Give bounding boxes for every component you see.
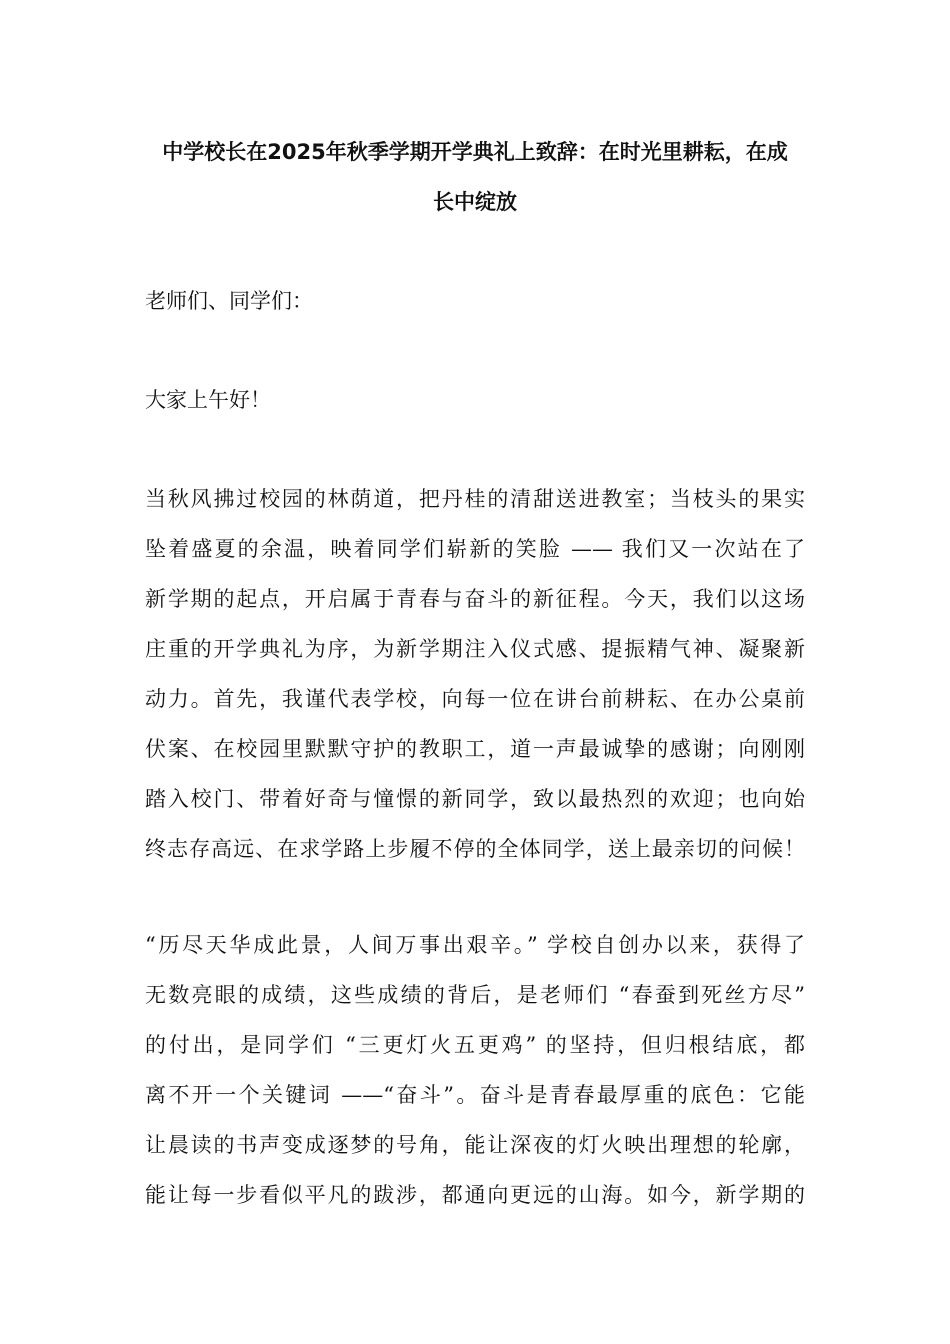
paragraph-2-line: 让晨读的书声变成逐梦的号角，能让深夜的灯火映出理想的轮廓， [145,1133,805,1157]
paragraph-1-line: 当秋风拂过校园的林荫道，把丹桂的清甜送进教室；当枝头的果实 [145,487,805,511]
paragraph-1-line: 动力。首先，我谨代表学校，向每一位在讲台前耕耘、在办公桌前 [145,687,805,711]
paragraph-1-line: 坠着盛夏的余温，映着同学们崭新的笑脸 —— 我们又一次站在了 [145,537,805,561]
paragraph-2-line: 无数亮眼的成绩，这些成绩的背后，是老师们 “春蚕到死丝方尽” [145,983,805,1007]
paragraph-1-line: 伏案、在校园里默默守护的教职工，道一声最诚挚的感谢；向刚刚 [145,737,805,761]
paragraph-2-line: 离不开一个关键词 ——“奋斗”。奋斗是青春最厚重的底色：它能 [145,1083,805,1107]
paragraph-2-line: “历尽天华成此景，人间万事出艰辛。” 学校自创办以来，获得了 [145,933,805,957]
paragraph-1-line: 踏入校门、带着好奇与憧憬的新同学，致以最热烈的欢迎；也向始 [145,787,805,811]
paragraph-2-line: 能让每一步看似平凡的跋涉，都通向更远的山海。如今，新学期的 [145,1183,805,1207]
salutation: 老师们、同学们： [145,289,313,313]
paragraph-1-line: 终志存高远、在求学路上步履不停的全体同学，送上最亲切的问候！ [145,837,805,861]
document-title-line-2: 长中绽放 [433,190,517,214]
paragraph-1-line: 新学期的起点，开启属于青春与奋斗的新征程。今天，我们以这场 [145,587,805,611]
document-title-line-1: 中学校长在2025年秋季学期开学典礼上致辞：在时光里耕耘，在成 [162,140,788,164]
paragraph-1-line: 庄重的开学典礼为序，为新学期注入仪式感、提振精气神、凝聚新 [145,637,805,661]
greeting: 大家上午好！ [145,388,271,412]
paragraph-2-line: 的付出，是同学们 “三更灯火五更鸡” 的坚持，但归根结底，都 [145,1033,805,1057]
